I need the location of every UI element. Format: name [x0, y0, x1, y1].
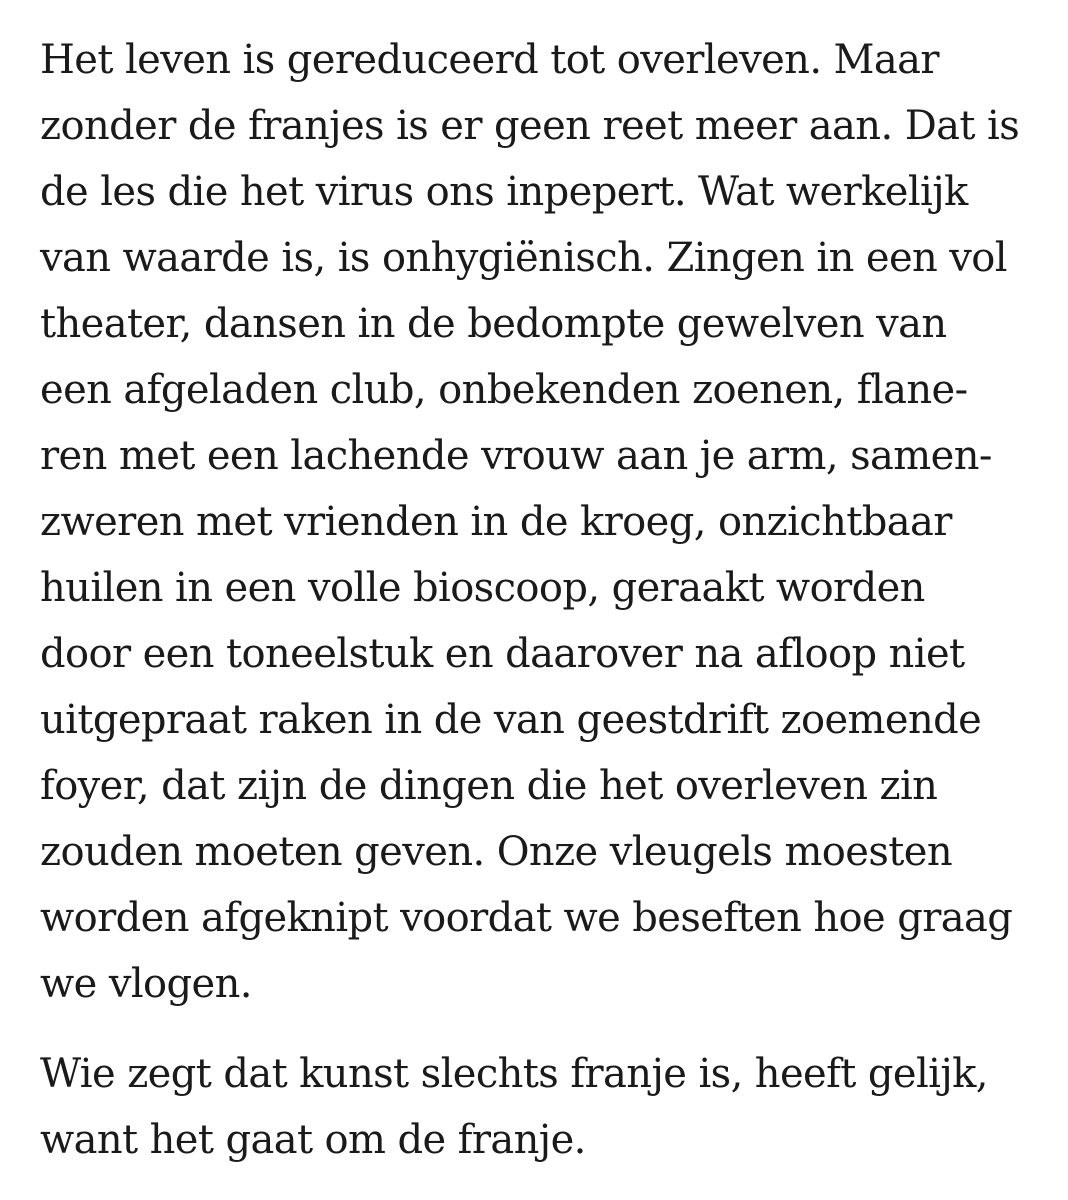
paragraph-line: ren met een lachende vrouw aan je arm, samen- — [40, 433, 992, 479]
paragraph-line: we vlogen. — [40, 961, 252, 1007]
paragraph-line: foyer, dat zijn de dingen die het overleven zin — [40, 763, 938, 809]
paragraph-line: zouden moeten geven. Onze vleugels moesten — [40, 829, 952, 875]
paragraph-line: de les die het virus ons inpepert. Wat werkelijk — [40, 169, 968, 215]
paragraph-line: Het leven is gereduceerd tot overleven. Maar — [40, 37, 939, 83]
paragraph-line: uitgepraat raken in de van geestdrift zoemende — [40, 697, 982, 743]
paragraph-line: door een toneelstuk en daarover na afloop niet — [40, 631, 965, 677]
article-body — [40, 27, 1050, 1173]
paragraph-2 — [40, 1041, 1050, 1173]
paragraph-line: Wie zegt dat kunst slechts franje is, heeft gelijk, — [40, 1051, 988, 1097]
paragraph-line: van waarde is, is onhygiënisch. Zingen in een vol — [40, 235, 1007, 281]
paragraph-spacer — [40, 1017, 1050, 1041]
paragraph-line: huilen in een volle bioscoop, geraakt worden — [40, 565, 925, 611]
paragraph-line: theater, dansen in de bedompte gewelven van — [40, 301, 947, 347]
paragraph-line: zonder de franjes is er geen reet meer aan. Dat is — [40, 103, 1020, 149]
paragraph-line: zweren met vrienden in de kroeg, onzichtbaar — [40, 499, 952, 545]
paragraph-line: worden afgeknipt voordat we beseften hoe graag — [40, 895, 1013, 941]
paragraph-line: want het gaat om de franje. — [40, 1117, 586, 1163]
paragraph-line: een afgeladen club, onbekenden zoenen, flane- — [40, 367, 968, 413]
paragraph-1 — [40, 27, 1050, 1017]
